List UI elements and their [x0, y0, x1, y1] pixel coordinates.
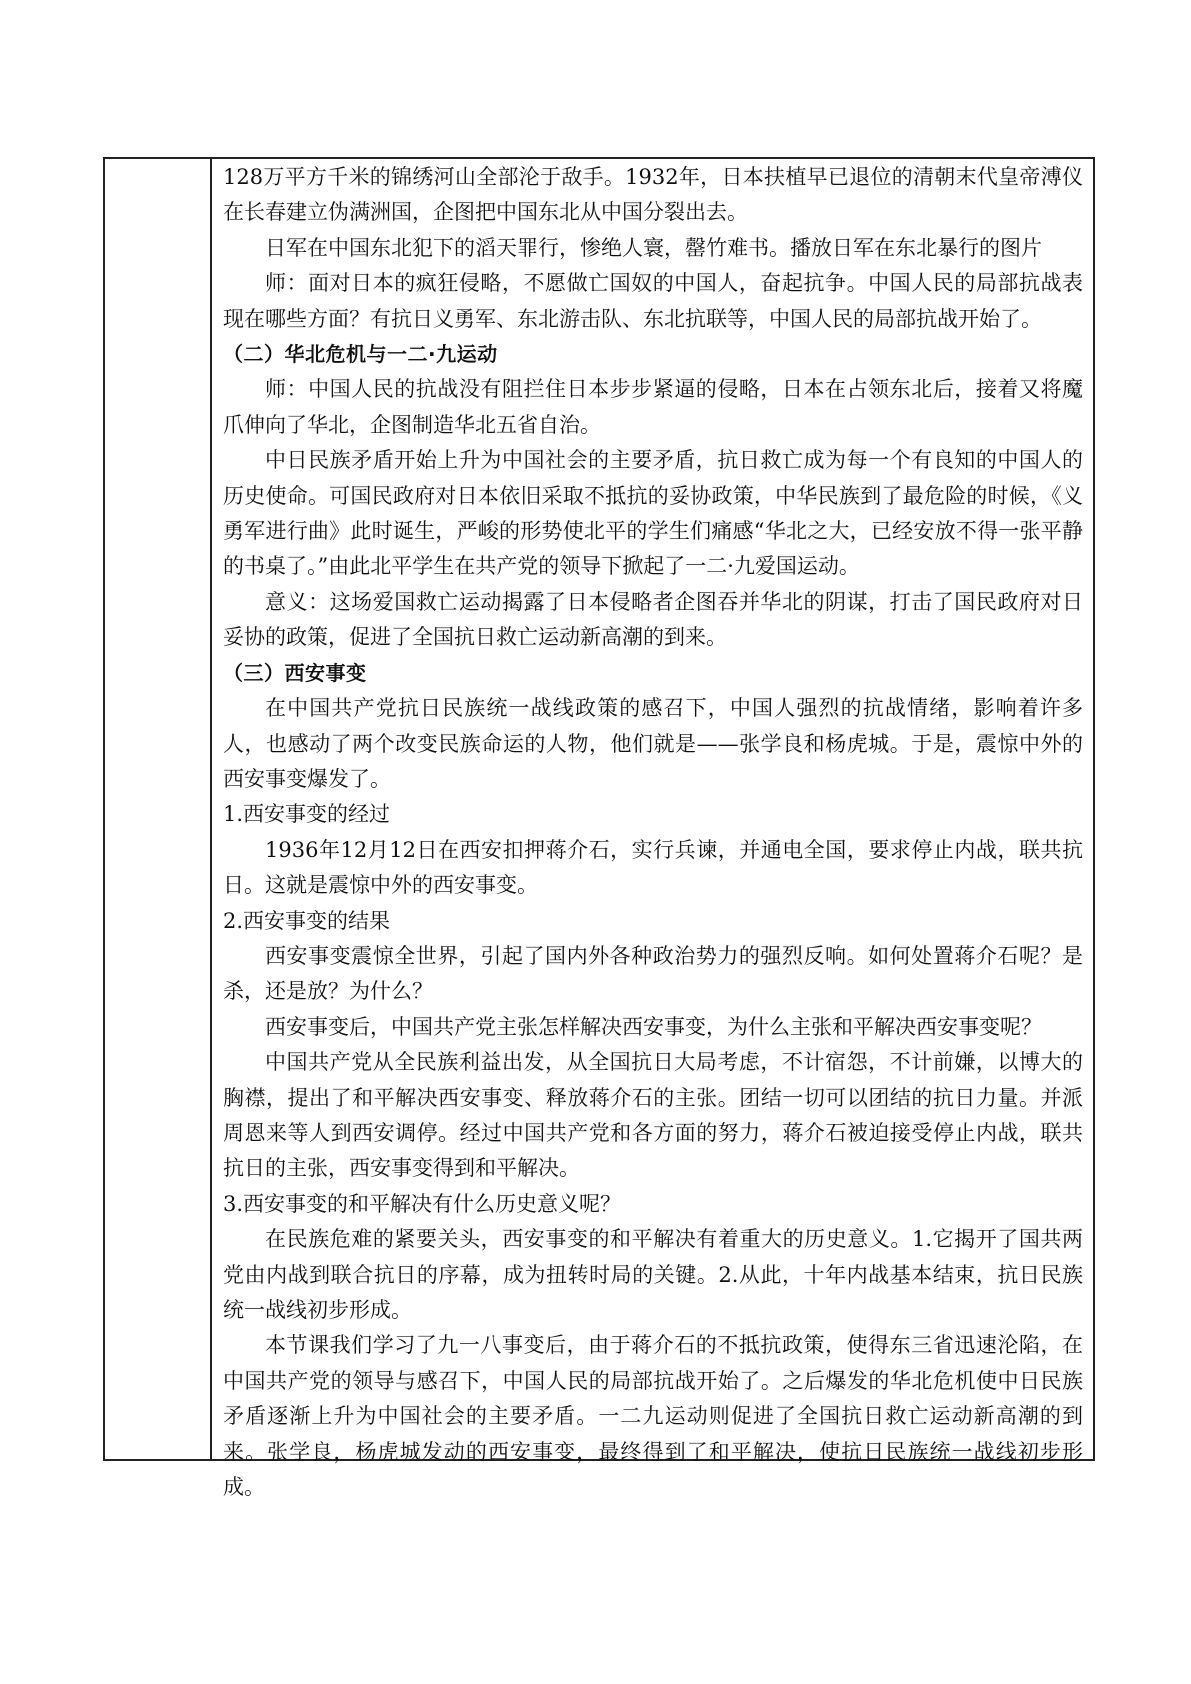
subsection-title: 3.西安事变的和平解决有什么历史意义呢？: [223, 1191, 622, 1216]
paragraph: 中国共产党从全民族利益出发，从全国抗日大局考虑，不计宿怨，不计前嫌，以博大的胸襟，提出了和平解决西安事变、释放蒋介石的主张。团结一切可以团结的抗日力量。并派周恩来等人到西安调停。经过中国共产党和各方面的努力，蒋介石被迫接受停止内战，联共抗日的主张，西安事变得到和平解决。: [223, 1050, 1083, 1181]
paragraph: 128万平方千米的锦绣河山全部沦于敌手。1932年，日本扶植早已退位的清朝末代皇帝溥仪在长春建立伪满洲国，企图把中国东北从中国分裂出去。: [223, 165, 1083, 225]
summary-paragraph: 本节课我们学习了九一八事变后，由于蒋介石的不抵抗政策，使得东三省迅速沦陷，在中国共产党的领导与感召下，中国人民的局部抗战开始了。之后爆发的华北危机使中日民族矛盾逐渐上升为中国社会的主要矛盾。一二九运动则促进了全国抗日救亡运动新高潮的到来。张学良，杨虎城发动的西安事变，最终得到了和平解决，使抗日民族统一战线初步形成。: [223, 1333, 1083, 1500]
subsection-title: 2.西安事变的结果: [223, 908, 391, 933]
section-heading: （三）西安事变: [223, 660, 367, 685]
paragraph: 师：中国人民的抗战没有阻拦住日本步步紧逼的侵略，日本在占领东北后，接着又将魔爪伸向了华北，企图制造华北五省自治。: [223, 377, 1083, 437]
paragraph: 师：面对日本的疯狂侵略，不愿做亡国奴的中国人，奋起抗争。中国人民的局部抗战表现在哪些方面？有抗日义勇军、东北游击队、东北抗联等，中国人民的局部抗战开始了。: [223, 271, 1083, 331]
paragraph: 在中国共产党抗日民族统一战线政策的感召下，中国人强烈的抗战情绪，影响着许多人，也感动了两个改变民族命运的人物，他们就是——张学良和杨虎城。于是，震惊中外的西安事变爆发了。: [223, 696, 1083, 791]
table-content-cell: [212, 159, 1093, 1500]
paragraph: 西安事变震惊全世界，引起了国内外各种政治势力的强烈反响。如何处置蒋介石呢？是杀，还是放？为什么？: [223, 943, 1083, 1004]
paragraph: 西安事变后，中国共产党主张怎样解决西安事变，为什么主张和平解决西安事变呢？: [265, 1014, 1042, 1039]
lesson-table: [103, 157, 1095, 1500]
paragraph: 日军在中国东北犯下的滔天罪行，惨绝人寰，罄竹难书。播放日军在东北暴行的图片: [265, 235, 1042, 260]
paragraph: 1936年12月12日在西安扣押蒋介石，实行兵谏，并通电全国，要求停止内战，联共抗日。这就是震惊中外的西安事变。: [223, 837, 1083, 898]
paragraph: 意义：这场爱国救亡运动揭露了日本侵略者企图吞并华北的阴谋，打击了国民政府对日妥协的政策，促进了全国抗日救亡运动新高潮的到来。: [223, 589, 1083, 650]
table-label-cell: [105, 159, 212, 1459]
section-heading: （二）华北危机与一二·九运动: [223, 342, 498, 367]
subsection-title: 1.西安事变的经过: [223, 802, 391, 827]
paragraph: 在民族危难的紧要关头，西安事变的和平解决有着重大的历史意义。1.它揭开了国共两党由内战到联合抗日的序幕，成为扭转时局的关键。2.从此，十年内战基本结束，抗日民族统一战线初步形成。: [223, 1227, 1083, 1322]
paragraph: 中日民族矛盾开始上升为中国社会的主要矛盾，抗日救亡成为每一个有良知的中国人的历史使命。可国民政府对日本依旧采取不抵抗的妥协政策，中华民族到了最危险的时候，《义勇军进行曲》此时诞生，严峻的形势使北平的学生们痛感“华北之大，已经安放不得一张平静的书桌了。”由此北平学生在共产党的领导下掀起了一二·九爱国运动。: [223, 448, 1083, 579]
